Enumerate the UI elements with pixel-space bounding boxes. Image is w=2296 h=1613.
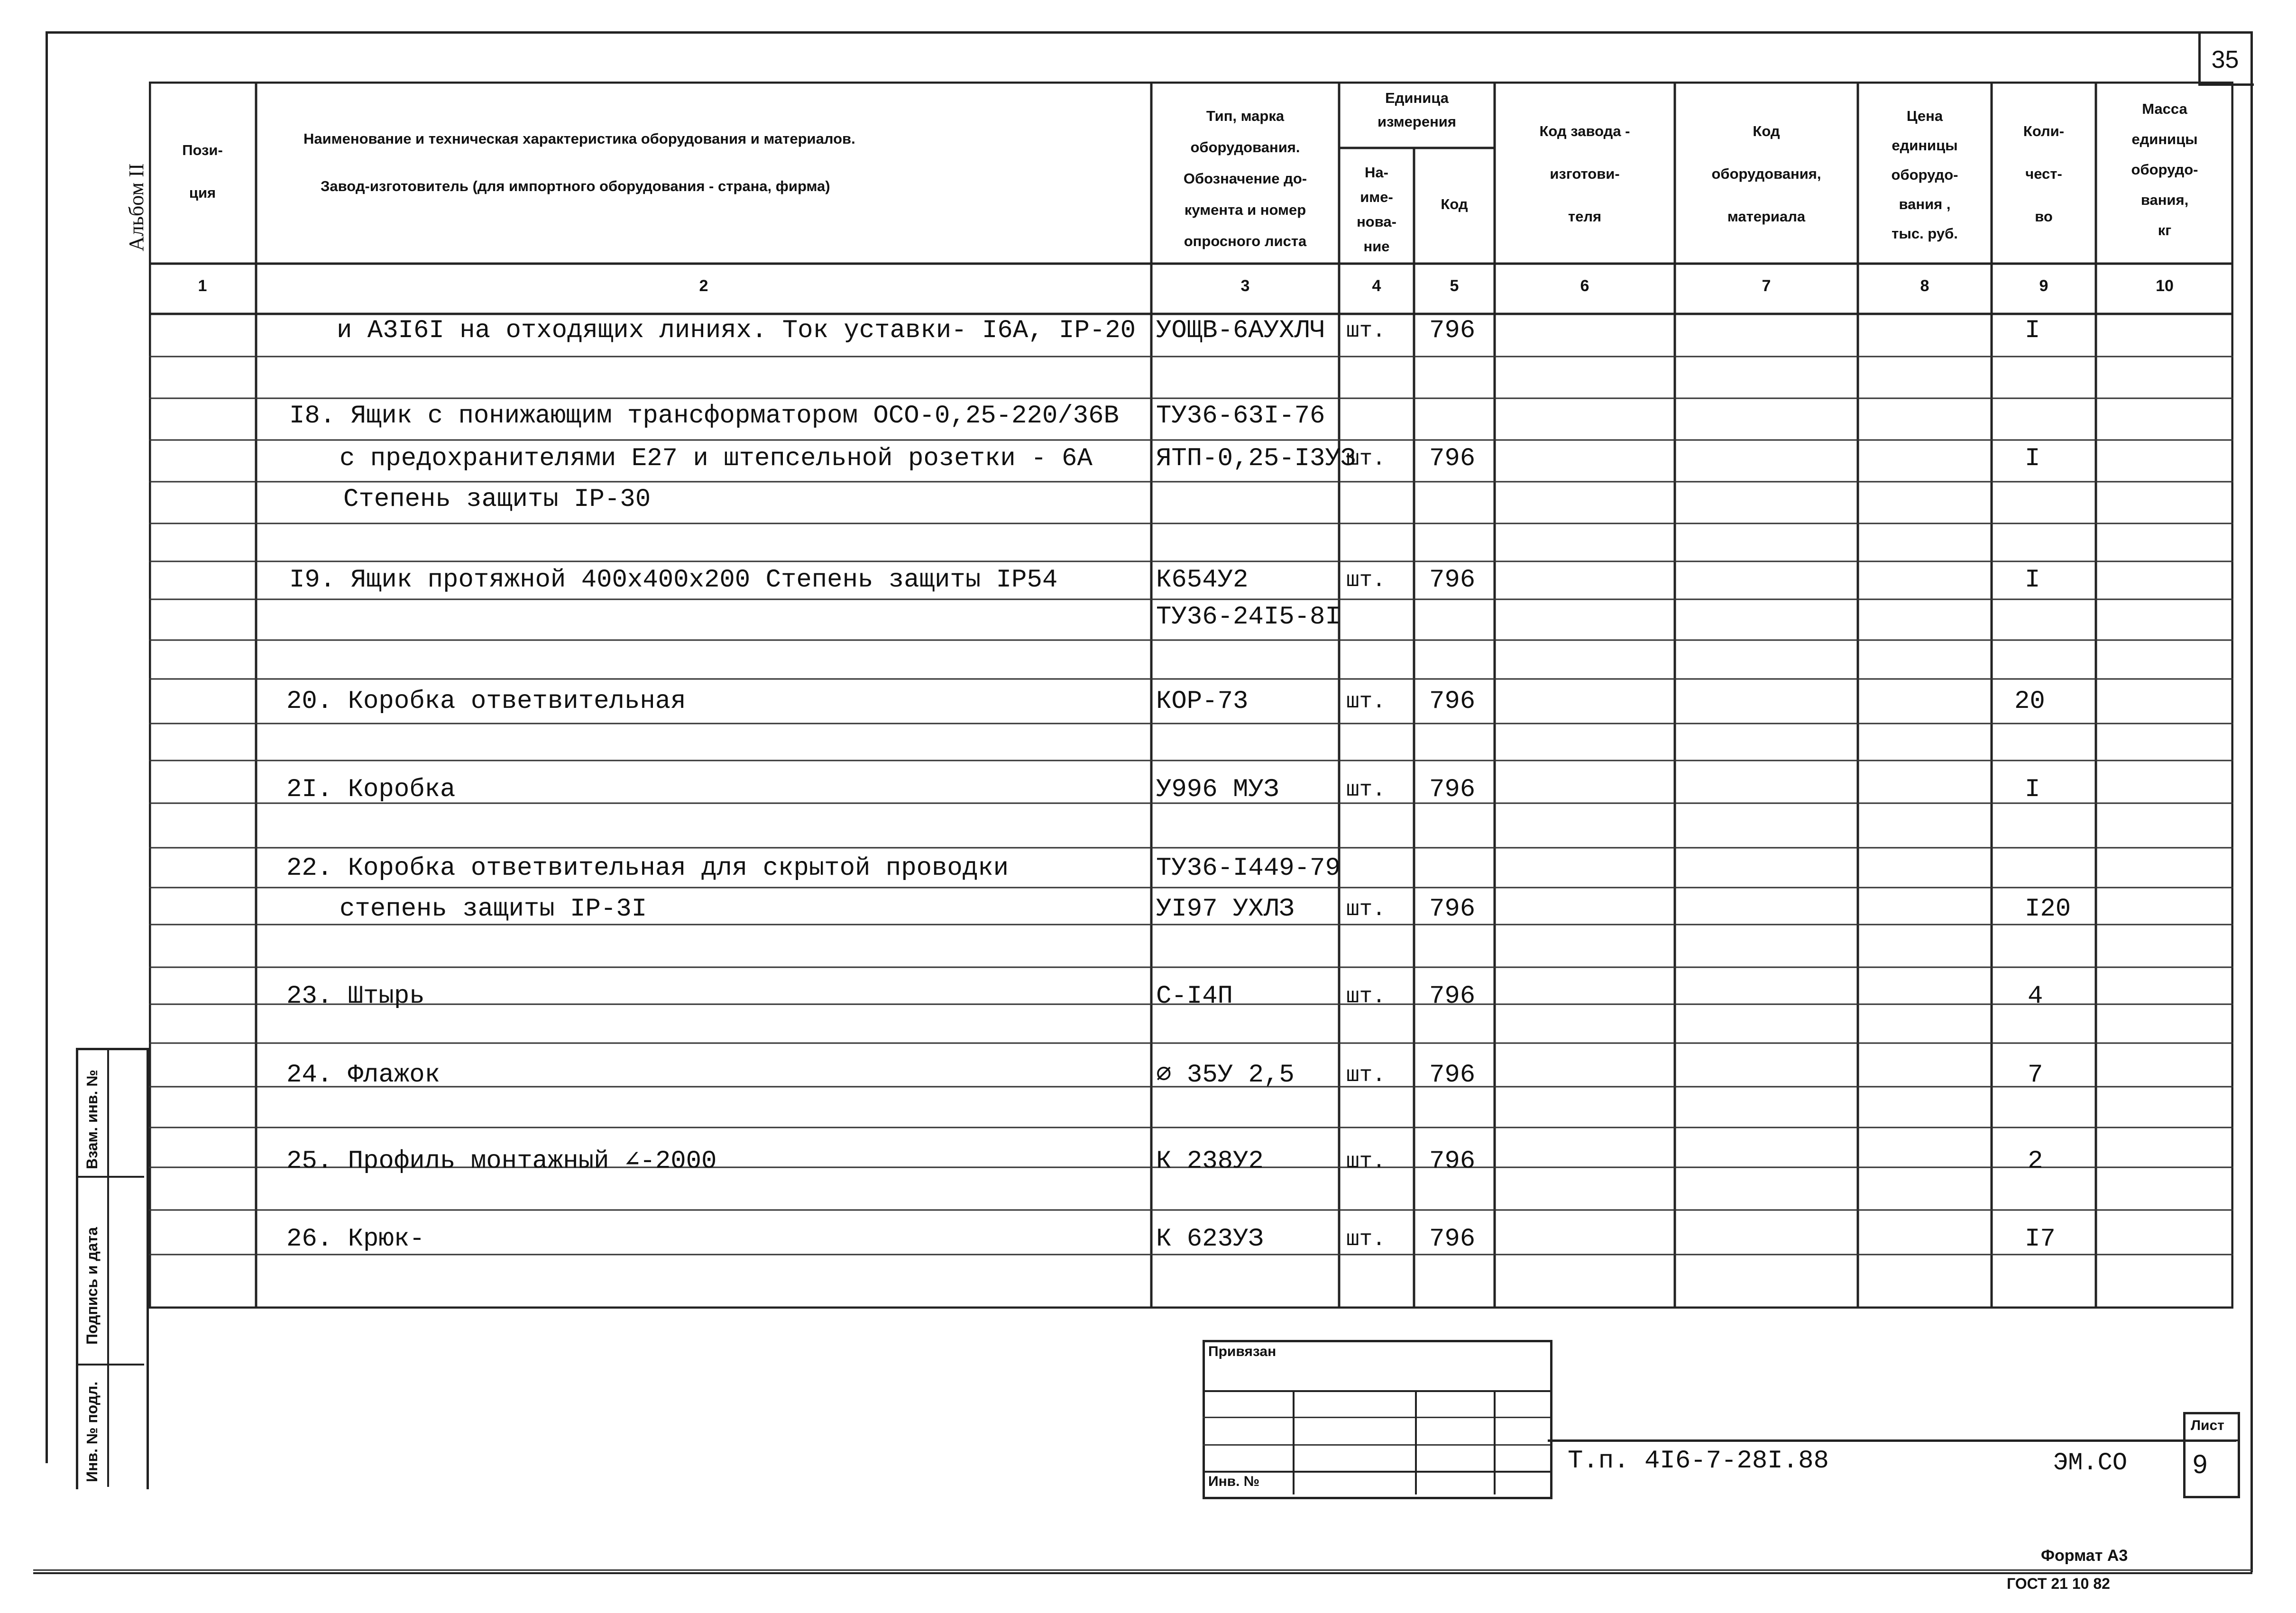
col-num-5: 5 <box>1450 277 1459 295</box>
row-code: 796 <box>1429 1147 1476 1176</box>
row-code: 796 <box>1429 316 1476 345</box>
row-qty: I7 <box>2025 1225 2056 1254</box>
table-row <box>149 317 2233 350</box>
row-name: с предохранителями Е27 и штепсельной розетки - 6А <box>340 444 1093 473</box>
row-code: 796 <box>1429 1061 1476 1090</box>
frame-top <box>46 31 2250 34</box>
row-type: У996 МУЗ <box>1156 775 1279 804</box>
hdr-name-line2: Завод-изготовитель (для импортного оборудования - страна, фирма) <box>321 178 830 194</box>
table-row <box>149 687 2233 721</box>
row-unit: шт. <box>1346 1227 1386 1252</box>
row-code: 796 <box>1429 566 1476 595</box>
table-row <box>149 895 2233 928</box>
footer-line <box>33 1569 2252 1571</box>
table-row <box>149 445 2233 478</box>
row-qty: I <box>2025 444 2040 473</box>
row-type: ТУ36-63I-76 <box>1156 402 1325 431</box>
hdr-type: Тип, марка оборудования. Обозначение до- кумента и номер опросного листа <box>1183 108 1307 249</box>
side-stamp-signature-date: Подпись и дата <box>83 1227 101 1345</box>
row-type: К 623УЗ <box>1156 1225 1264 1254</box>
row-type: ТУ36-24I5-8I <box>1156 603 1341 632</box>
row-unit: шт. <box>1346 1149 1386 1174</box>
row-name: 24. Флажок <box>286 1061 441 1090</box>
footer-format: Формат А3 <box>2041 1547 2128 1565</box>
table-row <box>149 603 2233 636</box>
row-type: ∅ 35У 2,5 <box>1156 1061 1295 1090</box>
table-row <box>149 402 2233 435</box>
table-row <box>149 1061 2233 1094</box>
row-name: и А3I6I на отходящих линиях. Ток уставки- I6А, IP-20 <box>337 316 1136 345</box>
row-qty: I <box>2025 775 2040 804</box>
attached-label: Привязан <box>1208 1344 1277 1359</box>
row-name: I9. Ящик протяжной 400х400х200 Степень защиты IP54 <box>289 566 1058 595</box>
row-qty: 20 <box>2014 687 2045 716</box>
hdr-unit-name: На- име- нова- ние <box>1357 164 1396 255</box>
row-qty: 2 <box>2028 1147 2043 1176</box>
attached-stamp-line3 <box>1203 1444 1550 1446</box>
row-unit: шт. <box>1346 1063 1386 1088</box>
row-name: 2I. Коробка <box>286 775 456 804</box>
row-code: 796 <box>1429 775 1476 804</box>
spec-table <box>149 82 2233 1309</box>
hdr-position: Пози- ция <box>182 142 223 201</box>
sheet-label: Лист <box>2191 1418 2224 1433</box>
row-type: ТУ36-I449-79 <box>1156 854 1341 883</box>
row-qty: I <box>2025 316 2040 345</box>
sheet-number: 9 <box>2193 1449 2208 1479</box>
col-num-6: 6 <box>1580 277 1589 295</box>
frame-bottom <box>33 1572 2252 1574</box>
col-num-1: 1 <box>198 277 207 295</box>
row-name: степень защиты IP-3I <box>340 895 647 924</box>
hdr-unit-code: Код <box>1441 196 1468 212</box>
attached-stamp-line2 <box>1203 1417 1550 1418</box>
col-num-4: 4 <box>1372 277 1381 295</box>
row-unit: шт. <box>1346 897 1386 922</box>
row-name: 22. Коробка ответвительная для скрытой проводки <box>286 854 1009 883</box>
row-type: КОР-73 <box>1156 687 1249 716</box>
table-row <box>149 486 2233 519</box>
col-num-10: 10 <box>2156 277 2174 295</box>
row-code: 796 <box>1429 687 1476 716</box>
row-unit: шт. <box>1346 689 1386 714</box>
side-stamp-sep1 <box>76 1176 144 1178</box>
side-stamp-inv-original: Инв. № подл. <box>83 1381 101 1482</box>
corner-number: 35 <box>2211 46 2239 73</box>
col-num-7: 7 <box>1762 277 1771 295</box>
side-stamp-replace-inv: Взам. инв. № <box>83 1070 101 1169</box>
hdr-price: Цена единицы оборудо- вания , тыс. руб. <box>1891 108 1958 242</box>
footer-gost: ГОСТ 21 10 82 <box>2007 1575 2110 1592</box>
album-label: Альбом II <box>125 163 148 251</box>
row-unit: шт. <box>1346 319 1386 343</box>
row-name: 25. Профиль монтажный ∠-2000 <box>286 1147 717 1176</box>
hdr-factory-code: Код завода - изготови- теля <box>1539 123 1630 225</box>
row-qty: I20 <box>2025 895 2071 924</box>
row-name: 26. Крюк- <box>286 1225 425 1254</box>
col-num-9: 9 <box>2039 277 2048 295</box>
row-type: УОЩВ-6АУХЛЧ <box>1156 316 1325 345</box>
table-row <box>149 1147 2233 1181</box>
table-row <box>149 776 2233 809</box>
table-row <box>149 854 2233 888</box>
hdr-unit-group: Единица измерения <box>1378 90 1456 130</box>
frame-right <box>2250 31 2253 1572</box>
row-code: 796 <box>1429 1225 1476 1254</box>
hdr-name-line1: Наименование и техническая характеристика оборудования и материалов. <box>303 130 855 147</box>
row-name: 23. Штырь <box>286 982 425 1011</box>
doc-mark: ЭМ.СО <box>2053 1449 2128 1477</box>
attached-stamp-line4 <box>1203 1471 1550 1473</box>
row-type: К 238У2 <box>1156 1147 1264 1176</box>
row-unit: шт. <box>1346 447 1386 471</box>
frame-left <box>46 31 48 1463</box>
side-stamp-divider <box>107 1048 109 1487</box>
col-num-8: 8 <box>1920 277 1929 295</box>
hdr-quantity: Коли- чест- во <box>2023 123 2065 225</box>
hdr-mass: Масса единицы оборудо- вания, кг <box>2131 101 2198 238</box>
inv-label: Инв. № <box>1208 1474 1260 1489</box>
row-type: С-I4П <box>1156 982 1233 1011</box>
table-row <box>149 1225 2233 1258</box>
row-type: К654У2 <box>1156 566 1249 595</box>
row-qty: 4 <box>2028 982 2043 1011</box>
col-num-3: 3 <box>1240 277 1250 295</box>
attached-stamp-vline1 <box>1293 1390 1295 1494</box>
sheet-box-divider <box>2183 1439 2238 1441</box>
table-row <box>149 566 2233 599</box>
row-unit: шт. <box>1346 778 1386 802</box>
table-row <box>149 982 2233 1016</box>
row-qty: I <box>2025 566 2040 595</box>
row-code: 796 <box>1429 895 1476 924</box>
row-name: I8. Ящик с понижающим трансформатором ОСО-0,25-220/36В <box>289 402 1119 431</box>
attached-stamp-vline2 <box>1415 1390 1417 1494</box>
row-qty: 7 <box>2028 1061 2043 1090</box>
col-num-2: 2 <box>699 277 708 295</box>
doc-code: Т.п. 4I6-7-28I.88 <box>1568 1447 1829 1476</box>
row-code: 796 <box>1429 444 1476 473</box>
attached-stamp-vline3 <box>1494 1390 1496 1494</box>
row-name: 20. Коробка ответвительная <box>286 687 686 716</box>
row-unit: шт. <box>1346 984 1386 1009</box>
row-type: УI97 УХЛЗ <box>1156 895 1295 924</box>
side-stamp-sep2 <box>76 1364 144 1366</box>
attached-stamp-line1 <box>1203 1390 1550 1392</box>
row-type: ЯТП-0,25-I3УЗ <box>1156 444 1356 473</box>
row-unit: шт. <box>1346 568 1386 593</box>
row-name: Степень защиты IP-30 <box>343 485 651 514</box>
row-code: 796 <box>1429 982 1476 1011</box>
hdr-equipment-code: Код оборудования, материала <box>1711 123 1821 225</box>
